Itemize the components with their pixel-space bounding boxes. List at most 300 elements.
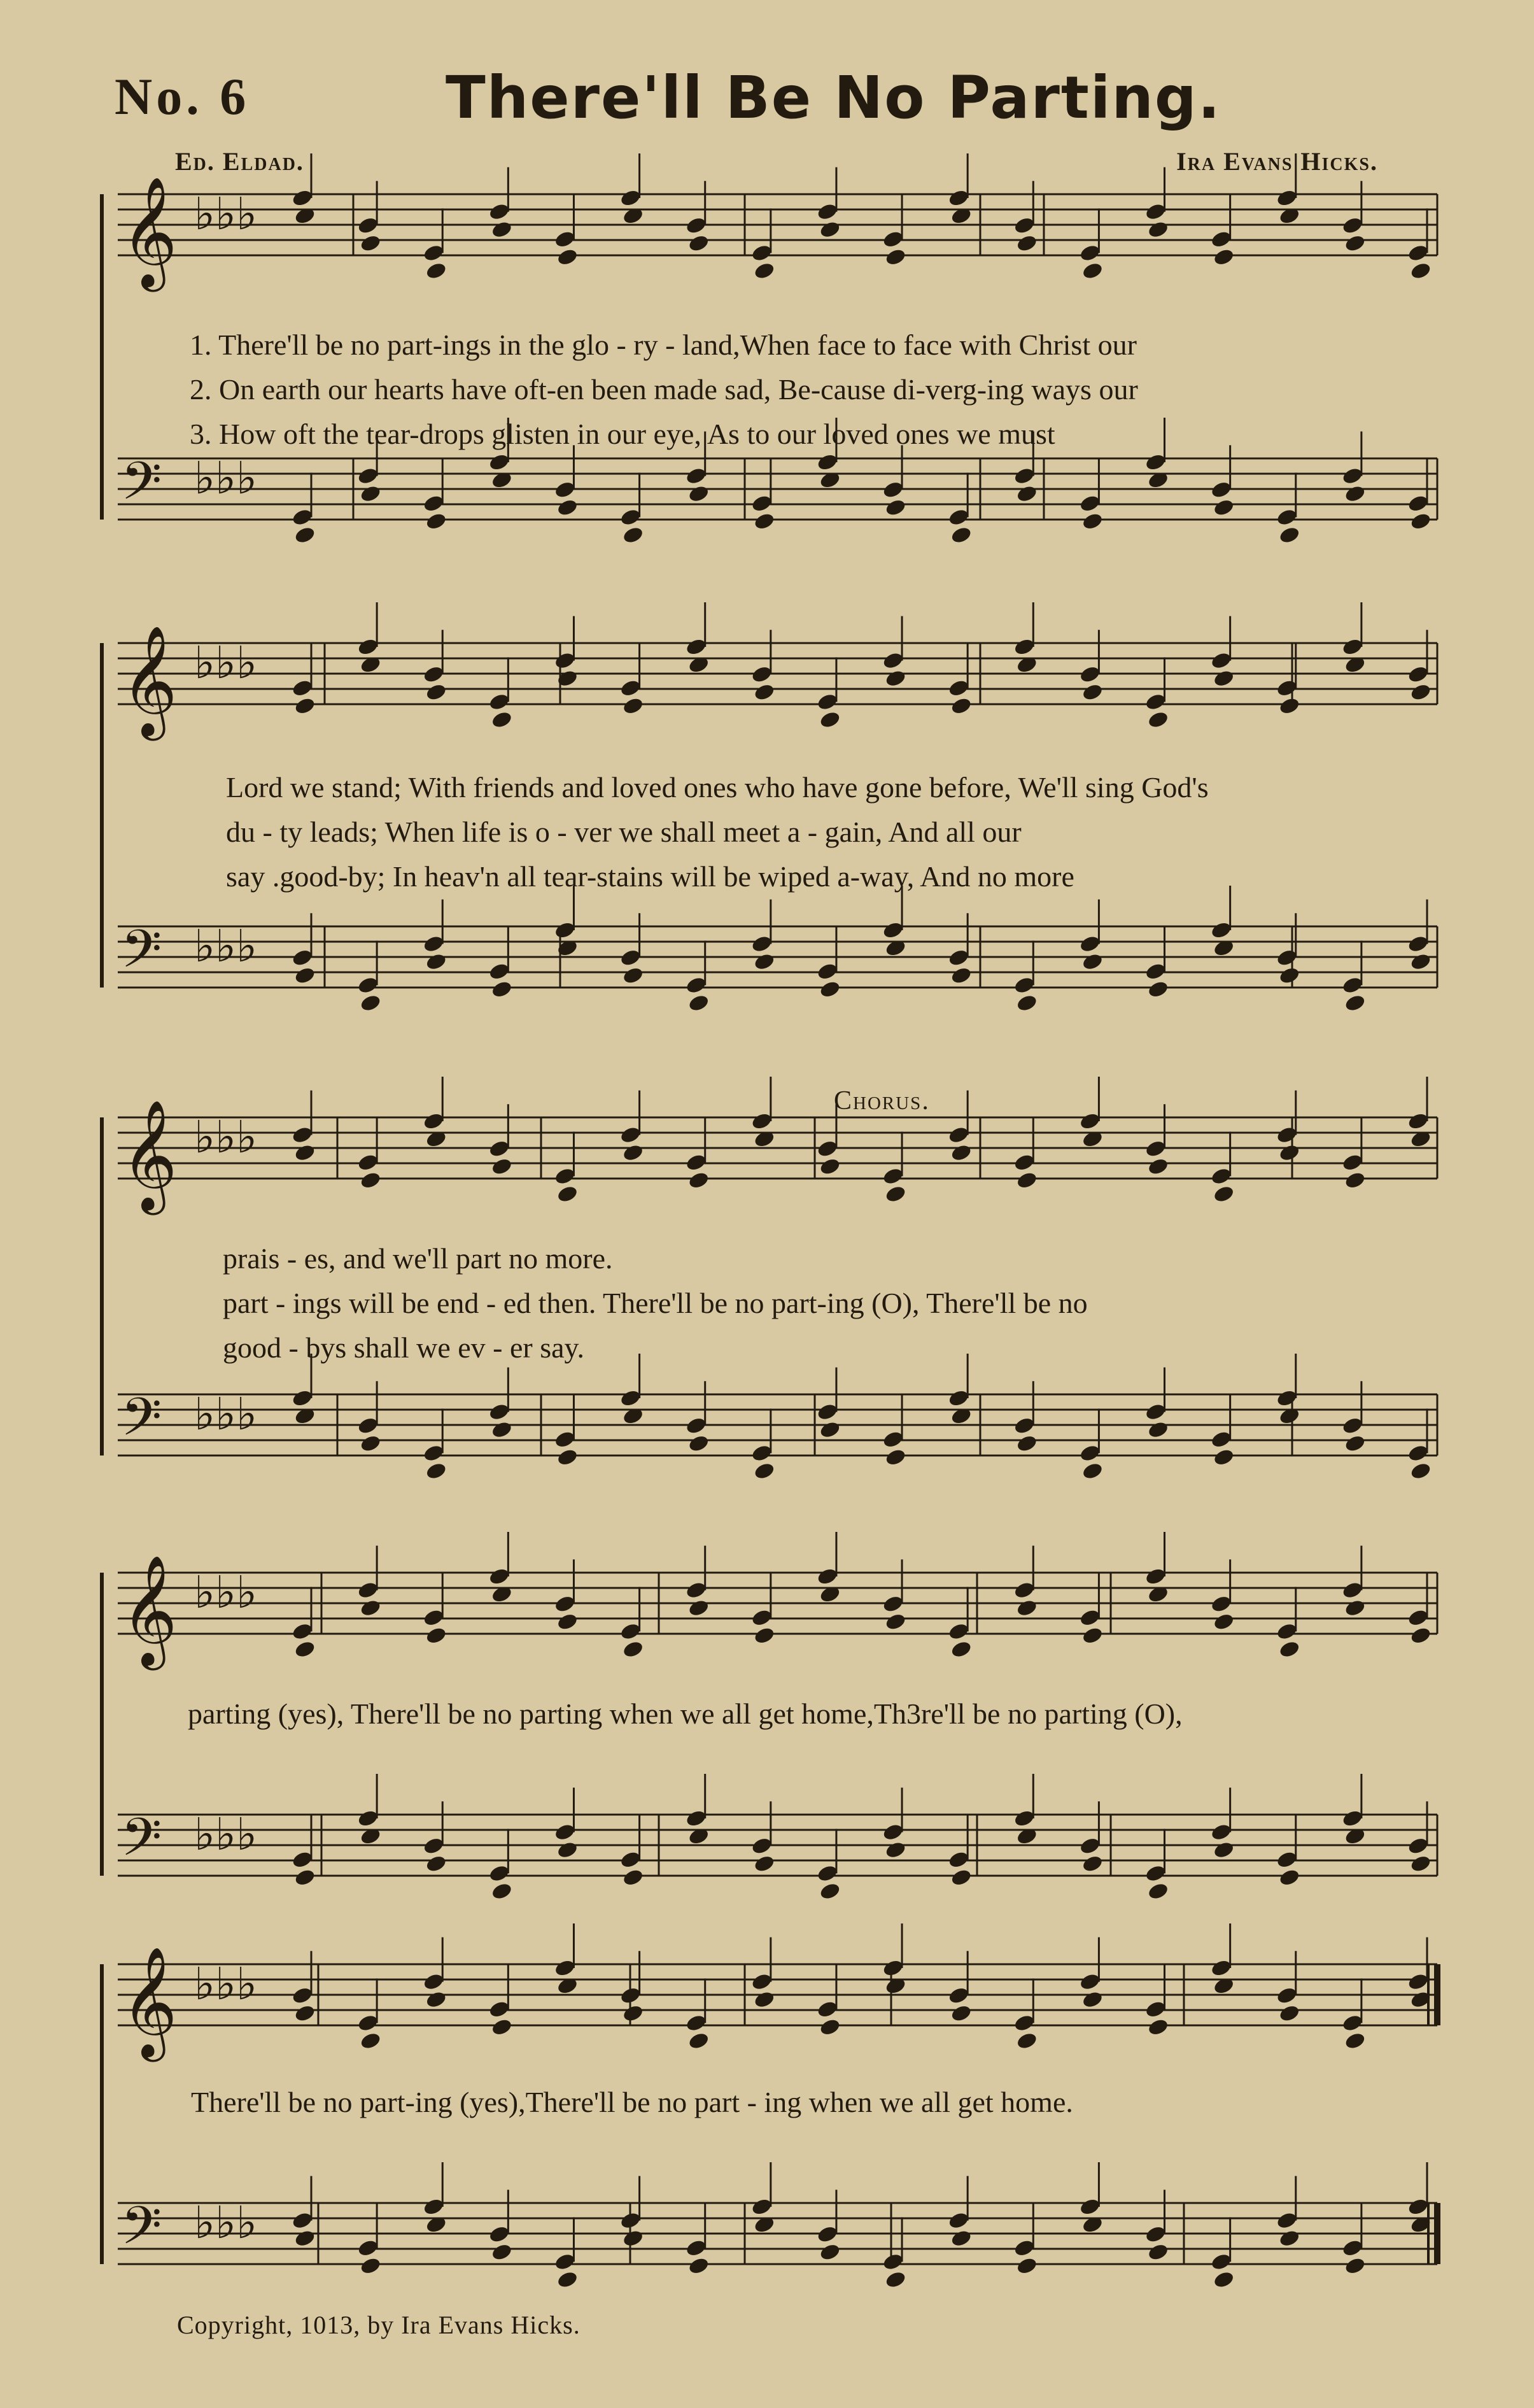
note-head (750, 243, 773, 263)
bass-clef-icon: 𝄢 (121, 2195, 162, 2269)
note-head (1213, 669, 1235, 688)
note-head (816, 1402, 839, 1422)
note-head (1407, 934, 1430, 954)
note-head (750, 934, 773, 954)
lyric-line-s3-v3: good - bys shall we ev - er say. (223, 1331, 585, 1364)
note-head (685, 637, 708, 657)
note-head (753, 1854, 776, 1874)
treble-clef-icon: 𝄞 (121, 1555, 178, 1666)
note-head (356, 466, 379, 486)
note-head (293, 966, 316, 986)
note-head (882, 1594, 904, 1614)
bass-clef-icon: 𝄢 (121, 1386, 162, 1461)
note-head (491, 2017, 514, 2037)
note-head (1081, 1625, 1104, 1645)
note-head (1079, 665, 1102, 684)
note-head (356, 637, 379, 657)
note-head (1079, 1608, 1102, 1627)
note-head (1278, 966, 1301, 986)
note-head (291, 1622, 314, 1641)
note-head (1015, 1170, 1038, 1190)
treble-clef-icon: 𝄞 (121, 625, 178, 736)
note-head (753, 1461, 776, 1481)
note-head (556, 1447, 579, 1467)
note-head (685, 975, 708, 995)
note-head (1276, 1986, 1298, 2006)
note-head (425, 952, 447, 972)
note-head (687, 1434, 710, 1454)
note-head (687, 2031, 710, 2051)
note-head (1144, 1139, 1167, 1159)
note-head (356, 2238, 379, 2258)
note-head (1213, 1840, 1235, 1860)
note-head (359, 2031, 382, 2051)
note-head (950, 1867, 973, 1887)
note-head (1276, 1622, 1298, 1641)
note-head (291, 188, 314, 208)
note-head (750, 1836, 773, 1856)
note-head (1081, 1854, 1104, 1874)
note-head (882, 1822, 904, 1842)
note-head (1144, 692, 1167, 712)
note-head (359, 993, 382, 1013)
note-head (1013, 216, 1036, 236)
note-head (884, 498, 907, 518)
note-head (947, 1622, 970, 1641)
lyric-line-s1-v1: 1. There'll be no part-ings in the glo - ry - land,When face to face with Christ our (190, 329, 1137, 361)
note-head (687, 1170, 710, 1190)
note-head (819, 1881, 841, 1901)
note-head (619, 1622, 642, 1641)
note-head (359, 2256, 382, 2276)
note-head (556, 1840, 579, 1860)
bass-clef-icon: 𝄢 (121, 450, 162, 525)
note-head (291, 1986, 314, 2006)
note-head (882, 1166, 904, 1186)
note-head (753, 952, 776, 972)
note-head (685, 466, 708, 486)
note-head (685, 1580, 708, 1600)
note-head (491, 710, 514, 730)
note-head (1210, 480, 1233, 500)
note-head (293, 525, 316, 545)
note-head (1013, 466, 1036, 486)
key-signature-flats-icon: ♭♭♭ (194, 1566, 258, 1618)
note-head (882, 1958, 904, 1978)
note-head (622, 1143, 645, 1163)
note-head (291, 2211, 314, 2230)
lyric-line-s2-v3: say .good-by; In heav'n all tear-stains will be wiped a-way, And no more (226, 860, 1074, 893)
note-head (422, 1608, 445, 1627)
note-head (1210, 2252, 1233, 2272)
note-head (1407, 1443, 1430, 1463)
note-head (1344, 2031, 1367, 2051)
note-head (1013, 2013, 1036, 2033)
key-signature-flats-icon: ♭♭♭ (194, 2197, 258, 2249)
note-head (1013, 2238, 1036, 2258)
note-head (753, 511, 776, 531)
key-signature-flats-icon: ♭♭♭ (194, 920, 258, 972)
note-head (554, 2252, 577, 2272)
note-head (753, 683, 776, 702)
note-head (1278, 2004, 1301, 2023)
note-head (1278, 1143, 1301, 1163)
note-head (622, 2228, 645, 2248)
note-head (619, 1389, 642, 1408)
note-head (1147, 2242, 1170, 2262)
note-head (554, 921, 577, 940)
key-signature-flats-icon: ♭♭♭ (194, 1388, 258, 1440)
note-head (947, 1986, 970, 2006)
note-head (491, 220, 514, 239)
note-head (1213, 1184, 1235, 1204)
note-head (293, 1867, 316, 1887)
note-head (422, 1443, 445, 1463)
note-head (1210, 1166, 1233, 1186)
note-head (1341, 637, 1364, 657)
note-head (622, 1640, 645, 1659)
note-head (422, 493, 445, 513)
note-head (950, 1143, 973, 1163)
note-head (488, 1567, 511, 1587)
key-signature-flats-icon: ♭♭♭ (194, 637, 258, 689)
note-head (1409, 261, 1432, 281)
note-head (425, 683, 447, 702)
note-head (554, 651, 577, 670)
note-head (488, 1864, 511, 1883)
note-head (1341, 1152, 1364, 1172)
note-head (1344, 1598, 1367, 1618)
note-head (819, 2017, 841, 2037)
lyric-line-s3-v2: part - ings will be end - ed then. There'll be no part-ing (O), There'll be no (223, 1287, 1088, 1319)
note-head (619, 507, 642, 527)
note-head (1341, 1809, 1364, 1829)
note-head (1409, 511, 1432, 531)
note-head (882, 2252, 904, 2272)
note-head (293, 696, 316, 716)
note-head (1015, 1434, 1038, 1454)
note-head (491, 1881, 514, 1901)
note-head (1409, 1625, 1432, 1645)
note-head (1344, 1434, 1367, 1454)
note-head (1407, 1972, 1430, 1992)
lyric-line-s4: parting (yes), There'll be no parting when we all get home,Th3re'll be no parting (O), (188, 1697, 1183, 1730)
note-head (622, 525, 645, 545)
lyric-line-s1-v3: 3. How oft the tear-drops glisten in our eye, As to our loved ones we must (190, 418, 1055, 450)
note-head (1079, 1112, 1102, 1131)
note-head (556, 247, 579, 267)
key-signature-flats-icon: ♭♭♭ (194, 1111, 258, 1163)
note-head (816, 1864, 839, 1883)
key-signature-flats-icon: ♭♭♭ (194, 1958, 258, 2010)
note-head (1210, 651, 1233, 670)
note-head (291, 1850, 314, 1869)
lyric-line-s2-v2: du - ty leads; When life is o - ver we shall meet a - gain, And all our (226, 816, 1022, 848)
note-head (1341, 975, 1364, 995)
note-head (359, 1170, 382, 1190)
note-head (1341, 216, 1364, 236)
note-head (1081, 1461, 1104, 1481)
note-head (884, 1447, 907, 1467)
note-head (356, 1809, 379, 1829)
note-head (1213, 498, 1235, 518)
lyric-line-s2-v1: Lord we stand; With friends and loved ones who have gone before, We'll sing God's (226, 771, 1209, 804)
note-head (1147, 1881, 1170, 1901)
note-head (488, 2225, 511, 2244)
note-head (1013, 975, 1036, 995)
composer-credit: Ira Evans Hicks. (1176, 147, 1378, 176)
note-head (619, 188, 642, 208)
note-head (1409, 683, 1432, 702)
note-head (488, 1402, 511, 1422)
note-head (291, 1125, 314, 1145)
note-head (356, 975, 379, 995)
note-head (1276, 188, 1298, 208)
note-head (685, 216, 708, 236)
note-head (556, 498, 579, 518)
note-head (356, 1580, 379, 1600)
note-head (819, 979, 841, 999)
note-head (1144, 961, 1167, 981)
note-head (1276, 948, 1298, 968)
note-head (1341, 1580, 1364, 1600)
note-head (488, 692, 511, 712)
note-head (685, 1416, 708, 1436)
note-head (819, 2242, 841, 2262)
note-head (884, 2270, 907, 2290)
note-head (882, 480, 904, 500)
lyricist-credit: Ed. Eldad. (175, 147, 304, 176)
note-head (1210, 1594, 1233, 1614)
note-head (1144, 1567, 1167, 1587)
note-head (425, 1461, 447, 1481)
note-head (425, 511, 447, 531)
note-head (1341, 2238, 1364, 2258)
note-head (1147, 979, 1170, 999)
note-head (422, 665, 445, 684)
note-head (753, 261, 776, 281)
key-signature-flats-icon: ♭♭♭ (194, 188, 258, 240)
note-head (816, 692, 839, 712)
note-head (491, 1420, 514, 1440)
note-head (1341, 1416, 1364, 1436)
note-head (1344, 234, 1367, 253)
note-head (425, 1990, 447, 2009)
note-head (882, 651, 904, 670)
note-head (685, 1809, 708, 1829)
key-signature-flats-icon: ♭♭♭ (194, 1808, 258, 1860)
note-head (950, 525, 973, 545)
note-head (750, 1443, 773, 1463)
note-head (1081, 683, 1104, 702)
note-head (619, 1125, 642, 1145)
note-head (619, 678, 642, 698)
note-head (947, 2211, 970, 2230)
note-head (1147, 220, 1170, 239)
note-head (816, 202, 839, 222)
note-head (356, 2013, 379, 2033)
note-head (1079, 2197, 1102, 2217)
note-head (488, 202, 511, 222)
note-head (1409, 1461, 1432, 1481)
note-head (947, 1125, 970, 1145)
note-head (1407, 2197, 1430, 2217)
note-head (1276, 507, 1298, 527)
note-head (1015, 1598, 1038, 1618)
note-head (947, 678, 970, 698)
note-head (1144, 453, 1167, 472)
note-head (750, 1972, 773, 1992)
note-head (1013, 1809, 1036, 1829)
note-head (1213, 2270, 1235, 2290)
note-head (1079, 493, 1102, 513)
note-head (950, 2004, 973, 2023)
note-head (1144, 1999, 1167, 2019)
note-head (1341, 2013, 1364, 2033)
bass-clef-icon: 𝄢 (121, 918, 162, 993)
note-head (1079, 1972, 1102, 1992)
hymn-number: No. 6 (115, 67, 250, 125)
note-head (1341, 466, 1364, 486)
note-head (816, 1999, 839, 2019)
note-head (1081, 1990, 1104, 2009)
note-head (619, 1850, 642, 1869)
note-head (1407, 1836, 1430, 1856)
note-head (554, 1429, 577, 1449)
note-head (1409, 1854, 1432, 1874)
note-head (291, 1389, 314, 1408)
note-head (1013, 1152, 1036, 1172)
note-head (687, 2256, 710, 2276)
note-head (1147, 1157, 1170, 1177)
note-head (1015, 2031, 1038, 2051)
note-head (1344, 484, 1367, 504)
note-head (685, 1152, 708, 1172)
note-head (1144, 202, 1167, 222)
note-head (1015, 484, 1038, 504)
note-head (753, 1625, 776, 1645)
note-head (1344, 1170, 1367, 1190)
note-head (622, 696, 645, 716)
note-head (1013, 1580, 1036, 1600)
note-head (947, 188, 970, 208)
note-head (1276, 678, 1298, 698)
note-head (359, 484, 382, 504)
note-head (422, 1112, 445, 1131)
note-head (1276, 1389, 1298, 1408)
note-head (356, 216, 379, 236)
treble-clef-icon: 𝄞 (121, 1100, 178, 1210)
note-head (1144, 1864, 1167, 1883)
note-head (819, 710, 841, 730)
note-head (819, 1420, 841, 1440)
note-head (884, 1184, 907, 1204)
note-head (554, 1822, 577, 1842)
note-head (1081, 261, 1104, 281)
note-head (1409, 952, 1432, 972)
note-head (1079, 243, 1102, 263)
note-head (554, 1958, 577, 1978)
note-head (556, 1184, 579, 1204)
note-head (950, 2228, 973, 2248)
note-head (1213, 1447, 1235, 1467)
note-head (1013, 1416, 1036, 1436)
note-head (425, 1625, 447, 1645)
note-head (422, 2197, 445, 2217)
note-head (1276, 1850, 1298, 1869)
note-head (425, 1854, 447, 1874)
note-head (359, 1434, 382, 1454)
note-head (554, 229, 577, 249)
note-head (1407, 493, 1430, 513)
note-head (359, 234, 382, 253)
note-head (1144, 2225, 1167, 2244)
lyric-line-s3-v1: prais - es, and we'll part no more. (223, 1242, 613, 1275)
note-head (1276, 1125, 1298, 1145)
note-head (882, 229, 904, 249)
note-head (1344, 2256, 1367, 2276)
note-head (556, 1612, 579, 1632)
note-head (950, 966, 973, 986)
note-head (488, 1999, 511, 2019)
note-head (488, 453, 511, 472)
note-head (1278, 1640, 1301, 1659)
note-head (1344, 993, 1367, 1013)
note-head (1210, 1429, 1233, 1449)
note-head (1081, 952, 1104, 972)
note-head (685, 2013, 708, 2033)
note-head (1079, 1443, 1102, 1463)
note-head (488, 1139, 511, 1159)
note-head (422, 1836, 445, 1856)
note-head (291, 507, 314, 527)
note-head (291, 678, 314, 698)
note-head (422, 243, 445, 263)
note-head (819, 220, 841, 239)
note-head (884, 1840, 907, 1860)
note-head (687, 234, 710, 253)
note-head (554, 480, 577, 500)
note-head (293, 2004, 316, 2023)
note-head (947, 1389, 970, 1408)
note-head (884, 1612, 907, 1632)
note-head (750, 1112, 773, 1131)
note-head (619, 948, 642, 968)
note-head (1407, 1112, 1430, 1131)
note-head (950, 1640, 973, 1659)
note-head (622, 1867, 645, 1887)
note-head (1079, 1836, 1102, 1856)
note-head (1079, 934, 1102, 954)
note-head (1210, 1958, 1233, 1978)
note-head (488, 961, 511, 981)
note-head (356, 1416, 379, 1436)
note-head (750, 1608, 773, 1627)
treble-clef-icon: 𝄞 (121, 176, 178, 287)
note-head (359, 1598, 382, 1618)
note-head (1015, 993, 1038, 1013)
note-head (422, 934, 445, 954)
note-head (819, 1157, 841, 1177)
note-head (816, 1139, 839, 1159)
note-head (750, 665, 773, 684)
note-head (1407, 1608, 1430, 1627)
note-head (1407, 243, 1430, 263)
note-head (293, 1143, 316, 1163)
note-head (554, 1594, 577, 1614)
note-head (685, 2238, 708, 2258)
note-head (950, 696, 973, 716)
